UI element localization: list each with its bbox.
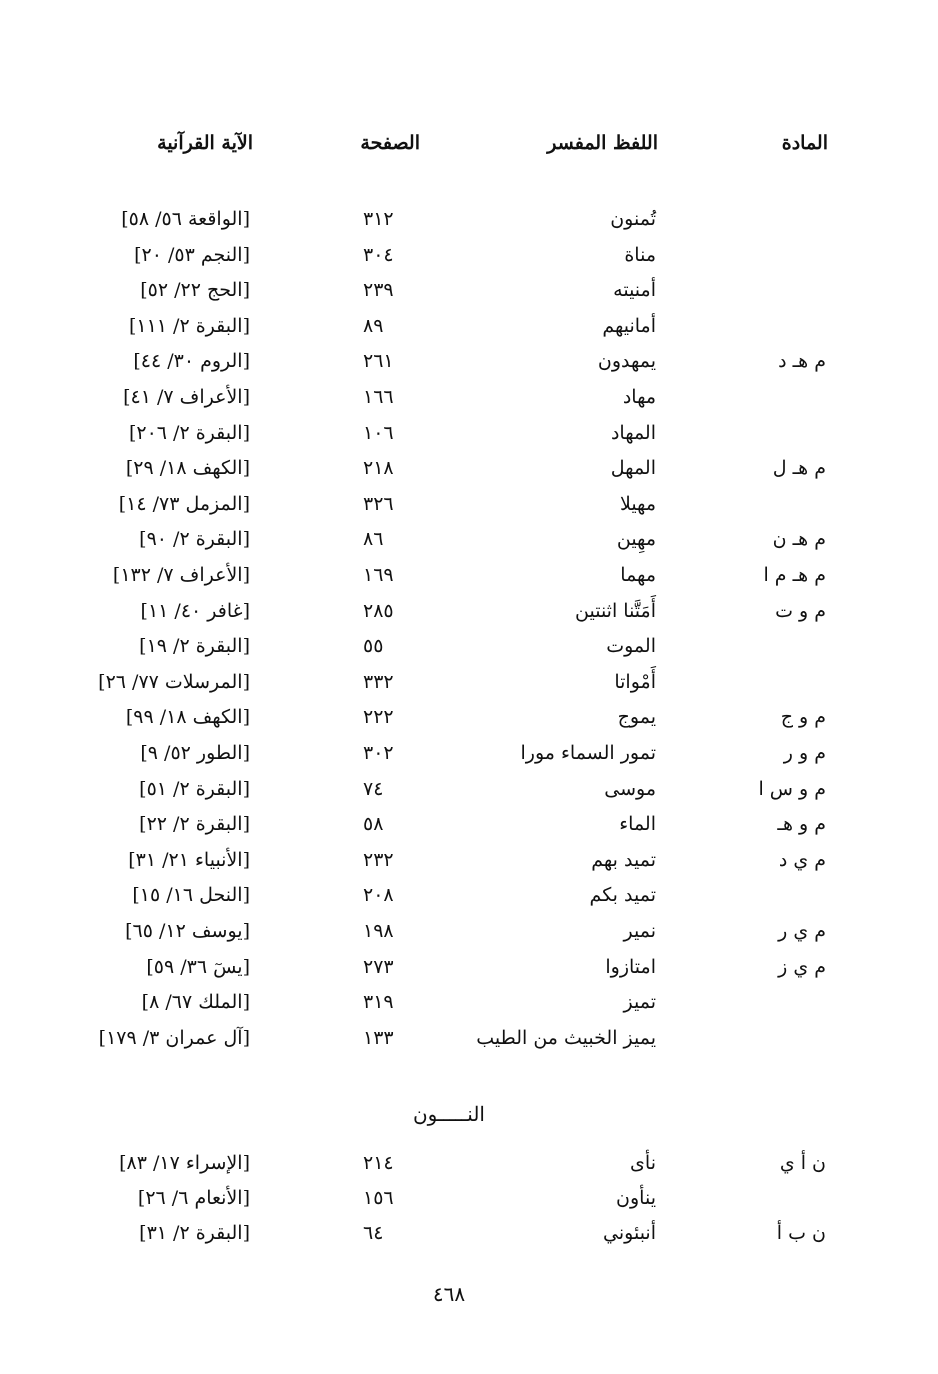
page-cell: ٨٩ <box>363 314 384 337</box>
root-cell: م هـ ن <box>772 528 826 551</box>
verse-ref-cell: [المرسلات ٧٧/ ٢٦] <box>98 670 250 693</box>
verse-ref-cell: [البقرة ٢/ ٣١] <box>139 1222 250 1244</box>
verse-ref-cell: [غافر ٤٠/ ١١] <box>140 599 250 622</box>
word-cell: مهما <box>620 564 656 586</box>
page-cell: ٣١٩ <box>363 991 394 1014</box>
page-cell: ٢٣٢ <box>363 848 394 871</box>
section-title <box>0 1102 938 1126</box>
word-cell: تمور السماء مورا <box>520 742 656 764</box>
table-row <box>0 664 938 700</box>
table-row <box>0 272 938 308</box>
verse-ref-cell: [الحج ٢٢/ ٥٢] <box>140 279 250 302</box>
root-cell: م و هـ <box>777 813 826 836</box>
verse-ref-cell: [الكهف ١٨/ ٢٩] <box>125 457 250 480</box>
word-cell: المهل <box>610 457 656 480</box>
word-cell: موسى <box>604 777 656 800</box>
root-cell: م ي د <box>778 848 826 871</box>
page-cell: ١٣٣ <box>363 1026 394 1049</box>
page-cell: ١٠٦ <box>363 421 394 444</box>
table-row <box>0 343 938 379</box>
verse-ref-cell: [الأعراف ٧/ ٤١] <box>123 386 250 408</box>
table-row <box>0 699 938 735</box>
verse-ref-cell: [الإسراء ١٧/ ٨٣] <box>119 1152 250 1174</box>
verse-ref-cell: [يسٓ ٣٦/ ٥٩] <box>146 955 250 978</box>
page-cell: ٢٣٩ <box>363 279 394 302</box>
verse-ref-cell: [المزمل ٧٣/ ١٤] <box>118 492 250 515</box>
header-word: اللفظ المفسر <box>547 132 658 154</box>
table-row <box>0 201 938 237</box>
root-cell: م و ت <box>775 599 826 622</box>
root-cell: م هـ م ا <box>763 564 826 586</box>
word-cell: نأى <box>630 1152 656 1174</box>
table-row <box>0 771 938 807</box>
word-cell: تميز <box>623 991 656 1014</box>
page-cell: ٢٦١ <box>363 350 394 373</box>
verse-ref-cell: [الروم ٣٠/ ٤٤] <box>133 350 250 373</box>
root-cell: م ي ر <box>778 920 826 942</box>
root-cell: م هـ د <box>778 350 826 373</box>
verse-ref-cell: [الطور ٥٢/ ٩] <box>140 742 250 764</box>
root-cell: م و ر <box>783 742 826 764</box>
word-cell: الماء <box>619 813 656 836</box>
word-cell: يموج <box>617 706 656 729</box>
page-cell: ٢١٨ <box>363 457 394 480</box>
page-cell: ١٦٩ <box>363 564 394 586</box>
table-row <box>0 486 938 522</box>
verse-ref-cell: [البقرة ٢/ ٢٠٦] <box>128 421 250 444</box>
table-row <box>0 1145 938 1181</box>
table-row <box>0 1020 938 1056</box>
word-cell: أمنيته <box>613 279 656 302</box>
verse-ref-cell: [البقرة ٢/ ٢٢] <box>139 813 250 836</box>
verse-ref-cell: [يوسف ١٢/ ٦٥] <box>125 920 250 942</box>
page-cell: ٣٠٤ <box>363 243 394 266</box>
table-row <box>0 628 938 664</box>
page-cell: ٦٤ <box>363 1222 384 1244</box>
word-cell: مهِين <box>616 528 656 551</box>
page-cell: ٢١٤ <box>363 1152 394 1174</box>
verse-ref-cell: [البقرة ٢/ ١٩] <box>139 635 250 658</box>
verse-ref-cell: [الأنعام ٦/ ٢٦] <box>137 1187 250 1209</box>
word-cell: يمهدون <box>597 350 656 373</box>
verse-ref-cell: [الأنبياء ٢١/ ٣١] <box>128 848 250 871</box>
section-title-text: النـــــون <box>412 1102 485 1126</box>
header-root: المادة <box>781 132 828 154</box>
page-cell: ٢٠٨ <box>363 884 394 907</box>
word-cell: مناة <box>624 243 656 266</box>
table-row <box>0 237 938 273</box>
page-cell: ٢٢٢ <box>363 706 394 729</box>
table-row <box>0 949 938 985</box>
table-row <box>0 806 938 842</box>
header-verse: الآية القرآنية <box>157 132 253 154</box>
table-row <box>0 1215 938 1251</box>
page-cell: ١٩٨ <box>363 920 394 942</box>
word-cell: تميد بهم <box>591 848 656 871</box>
word-cell: يميز الخبيث من الطيب <box>476 1026 656 1049</box>
header-page: الصفحة <box>360 132 420 154</box>
page-cell: ٣٣٢ <box>363 670 394 693</box>
table-row <box>0 557 938 593</box>
page-cell: ٣٠٢ <box>363 742 394 764</box>
root-cell: ن ب أ <box>776 1222 826 1244</box>
verse-ref-cell: [البقرة ٢/ ٥١] <box>139 777 250 800</box>
page-cell: ١٦٦ <box>363 386 394 408</box>
root-cell: ن أ ي <box>779 1152 826 1174</box>
page-cell: ٥٥ <box>363 635 384 658</box>
verse-ref-cell: [النجم ٥٣/ ٢٠] <box>134 243 250 266</box>
word-cell: أَمَتَّنا اثنتين <box>575 599 656 622</box>
word-cell: امتازوا <box>605 955 656 978</box>
verse-ref-cell: [الواقعة ٥٦/ ٥٨] <box>121 208 250 230</box>
table-row <box>0 415 938 451</box>
page-number-text: ٤٦٨ <box>432 1282 466 1306</box>
word-cell: تُمنون <box>610 208 656 230</box>
table-row <box>0 984 938 1020</box>
page-cell: ٢٨٥ <box>363 599 394 622</box>
page-number <box>0 1282 938 1306</box>
table-row <box>0 735 938 771</box>
word-cell: مهاد <box>622 386 656 408</box>
word-cell: الموت <box>606 635 656 658</box>
verse-ref-cell: [آل عمران ٣/ ١٧٩] <box>98 1026 250 1049</box>
table-row <box>0 379 938 415</box>
verse-ref-cell: [الأعراف ٧/ ١٣٢] <box>112 564 250 586</box>
page-cell: ٣١٢ <box>363 208 394 230</box>
word-cell: تميد بكم <box>589 884 656 907</box>
page-cell: ٢٧٣ <box>363 955 394 978</box>
table-row <box>0 308 938 344</box>
table-row <box>0 450 938 486</box>
page-cell: ٨٦ <box>363 528 384 551</box>
page-cell: ١٥٦ <box>363 1187 394 1209</box>
root-cell: م ي ز <box>778 955 826 978</box>
word-cell: مهيلا <box>619 492 656 515</box>
word-cell: نمير <box>623 920 656 942</box>
page-cell: ٣٢٦ <box>363 492 394 515</box>
verse-ref-cell: [الملك ٦٧/ ٨] <box>141 991 250 1014</box>
table-row <box>0 877 938 913</box>
verse-ref-cell: [النحل ١٦/ ١٥] <box>132 884 250 907</box>
verse-ref-cell: [البقرة ٢/ ٩٠] <box>139 528 250 551</box>
root-cell: م و س ا <box>758 777 826 800</box>
table-row <box>0 521 938 557</box>
verse-ref-cell: [البقرة ٢/ ١١١] <box>128 314 250 337</box>
root-cell: م و ج <box>780 706 826 729</box>
verse-ref-cell: [الكهف ١٨/ ٩٩] <box>125 706 250 729</box>
page-cell: ٥٨ <box>363 813 384 836</box>
word-cell: أنبئوني <box>603 1222 656 1244</box>
root-cell: م هـ ل <box>772 457 826 480</box>
table-row <box>0 842 938 878</box>
word-cell: ينأون <box>616 1187 656 1209</box>
word-cell: المهاد <box>610 421 656 444</box>
word-cell: أَمْواتا <box>614 670 656 693</box>
page-cell: ٧٤ <box>363 777 384 800</box>
word-cell: أمانيهم <box>602 314 656 337</box>
table-row <box>0 1180 938 1216</box>
table-row <box>0 913 938 949</box>
table-row <box>0 593 938 629</box>
